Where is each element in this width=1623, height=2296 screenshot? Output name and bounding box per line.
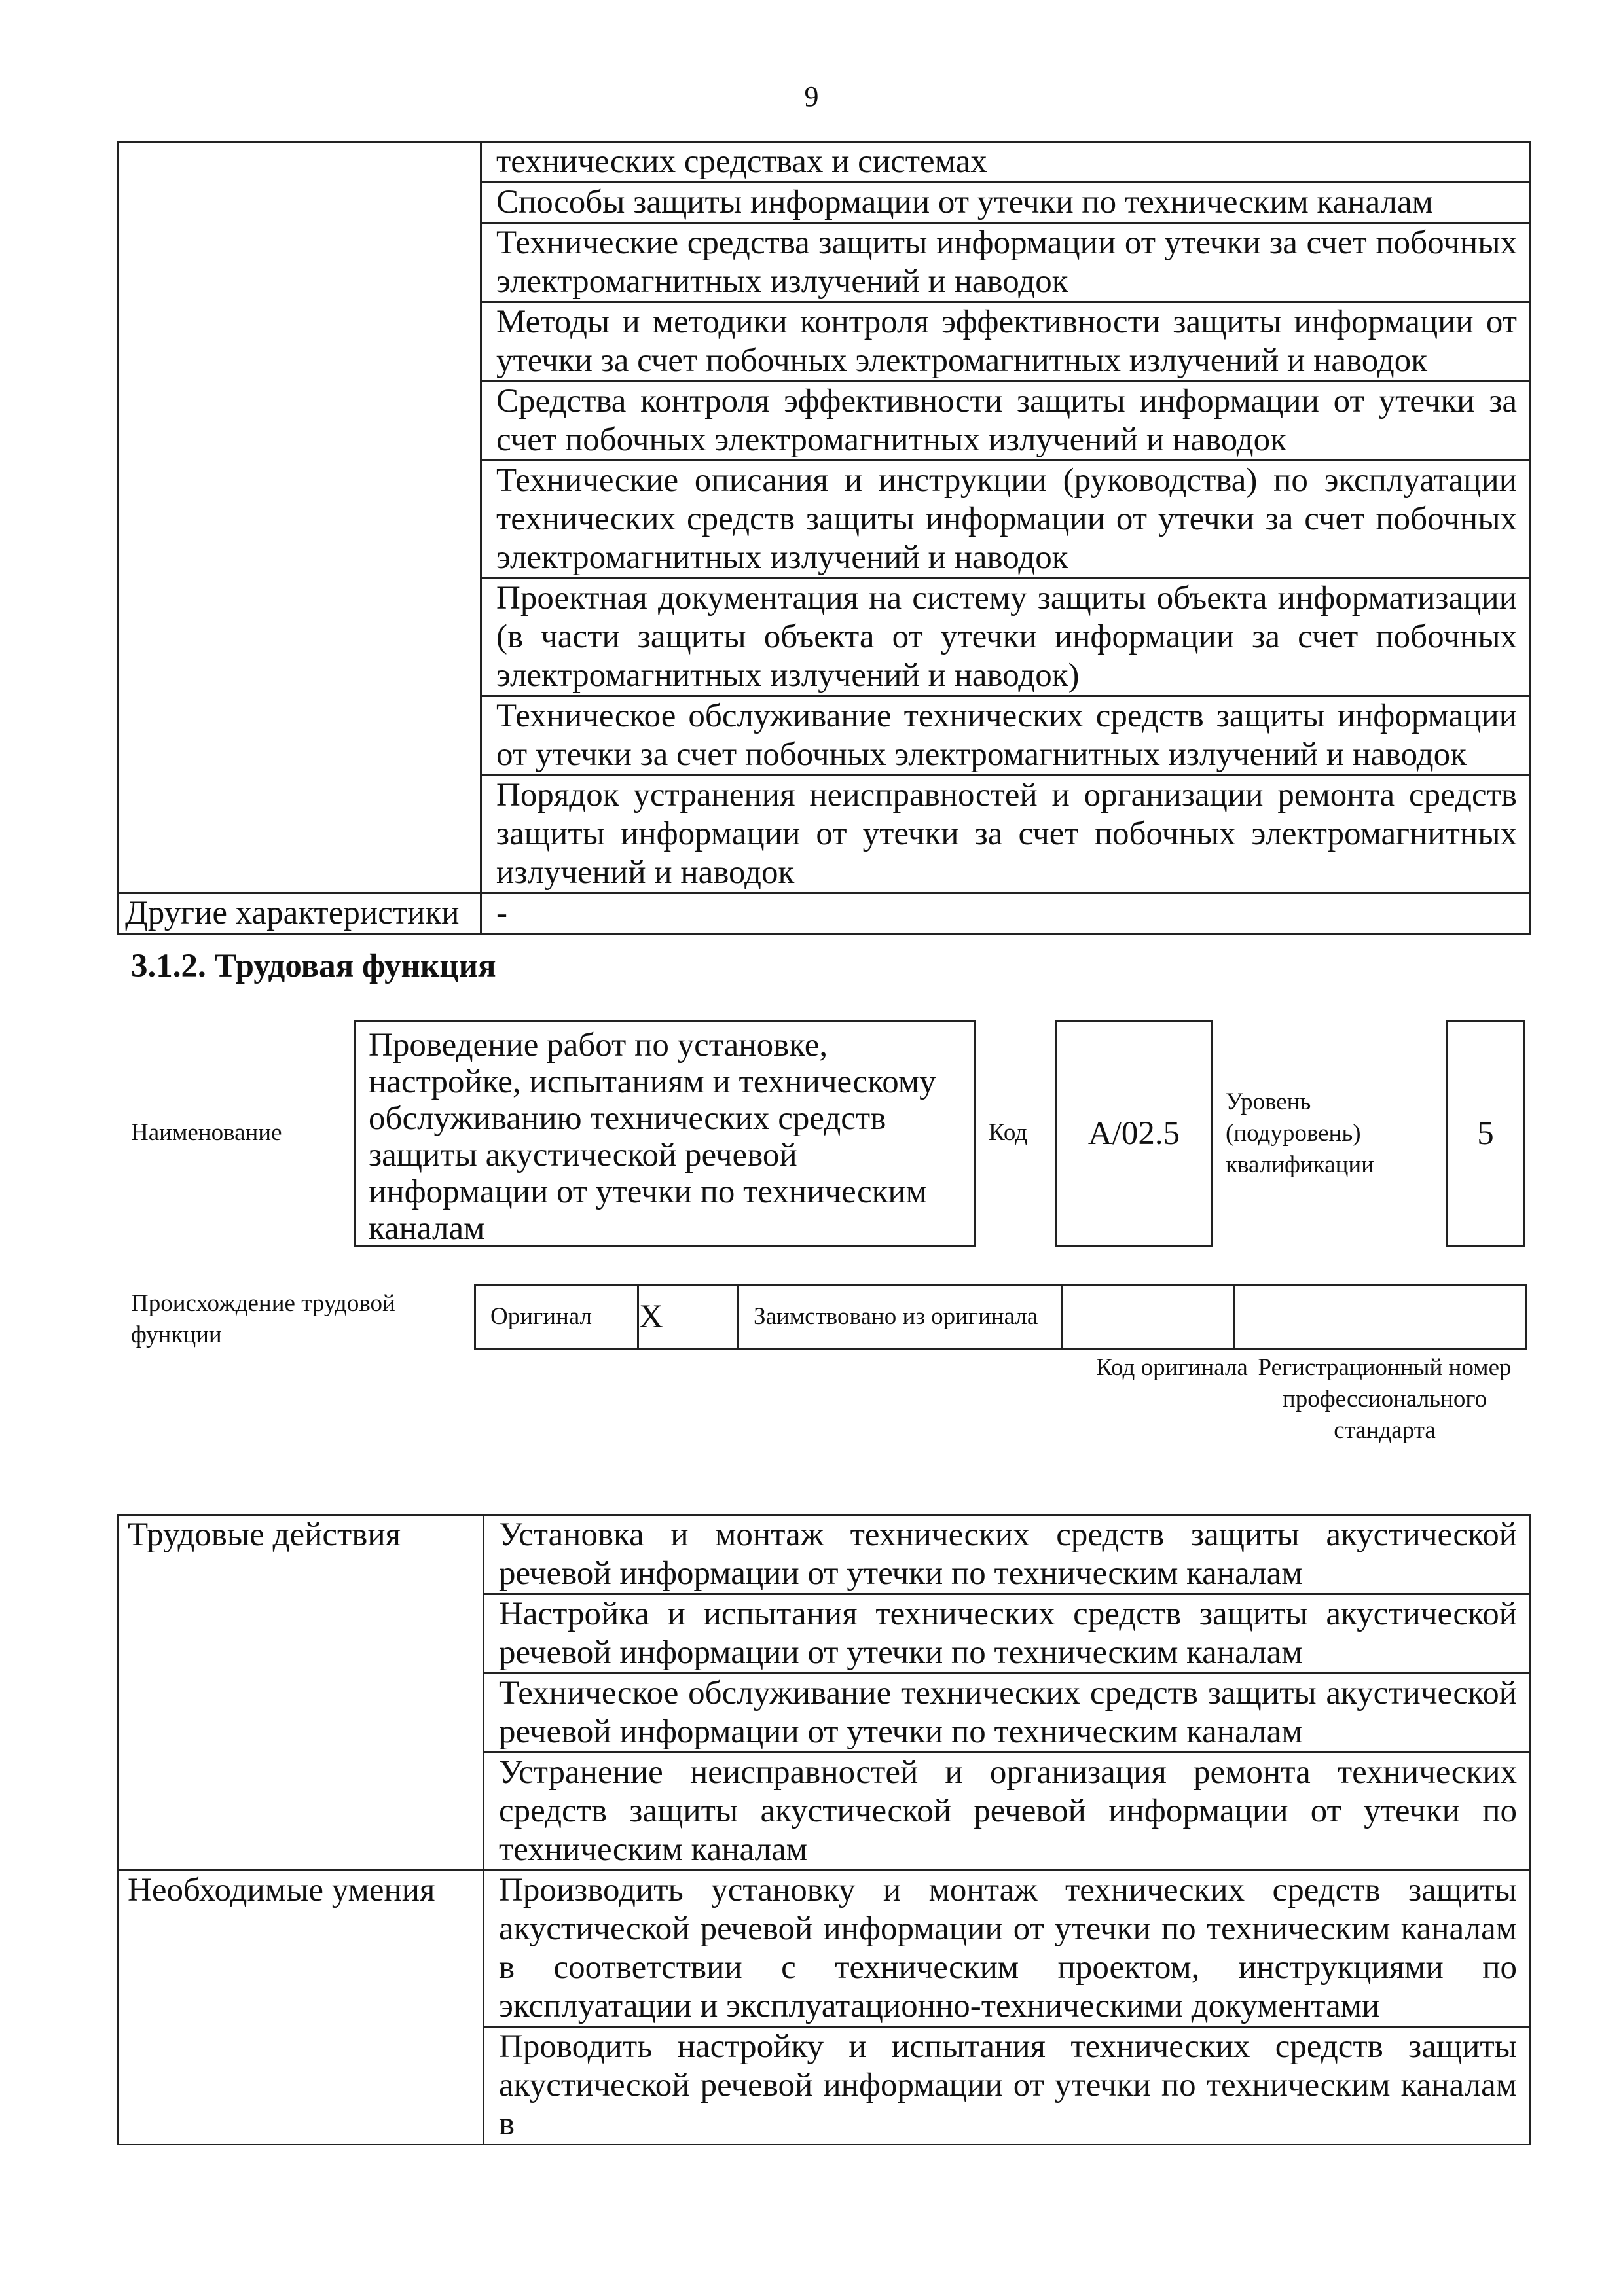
table-row: Проектная документация на систему защиты объекта информатизации (в части защиты объекта от утечки информации за счет побочных электромагнитных излучений и наводок) [481, 579, 1530, 696]
table-row: Способы защиты информации от утечки по техническим каналам [481, 183, 1530, 223]
labor-action-row: Техническое обслуживание технических средств защиты акустической речевой информации от утечки по техническим каналам [484, 1674, 1530, 1753]
table-row: технических средствах и системах [481, 142, 1530, 183]
level-label: Уровень (подуровень) квалификации [1226, 1088, 1374, 1178]
table-row: Средства контроля эффективности защиты информации от утечки за счет побочных электромагнитных излучений и наводок [481, 382, 1530, 461]
table-row: Порядок устранения неисправностей и организации ремонта средств защиты информации от утечки за счет побочных электромагнитных излучений и наводок [481, 776, 1530, 893]
origin-table [474, 1284, 1527, 1350]
table-row: Технические средства защиты информации от утечки за счет побочных электромагнитных излучений и наводок [481, 223, 1530, 302]
registration-caption: Регистрационный номер профессионального стандарта [1258, 1354, 1512, 1444]
table-row: Технические описания и инструкции (руководства) по эксплуатации технических средств защиты информации от утечки за счет побочных электромагнитных излучений и наводок [481, 461, 1530, 579]
skill-row: Проводить настройку и испытания технических средств защиты акустической речевой информации от утечки по техническим каналам в [484, 2027, 1530, 2145]
labor-function-table [117, 1514, 1531, 2145]
code-caption: Код оригинала [1096, 1354, 1248, 1381]
other-characteristics-label: Другие характеристики [118, 893, 481, 934]
origin-label: Происхождение трудовой функции [131, 1290, 395, 1348]
original-mark: X [638, 1285, 739, 1349]
registration-number-cell [1235, 1285, 1526, 1349]
level-value-box: 5 [1446, 1020, 1525, 1247]
code-value-box: А/02.5 [1055, 1020, 1213, 1247]
original-label: Оригинал [475, 1285, 638, 1349]
labor-actions-label: Трудовые действия [118, 1515, 484, 1871]
function-name-box: Проведение работ по установке, настройке, испытаниям и техническому обслуживанию технических средств защиты акустической речевой информации от утечки по техническим каналам [354, 1020, 976, 1247]
knowledge-table-continued [117, 141, 1531, 935]
page-number: 9 [804, 81, 819, 113]
skill-row: Производить установку и монтаж технических средств защиты акустической речевой информации от утечки по техническим каналам в соответствии с техническим проектом, инструкциями по эксплуатации и эксплуатационно-техническими документами [484, 1871, 1530, 2027]
borrowed-label: Заимствовано из оригинала [739, 1285, 1063, 1349]
labor-action-row: Устранение неисправностей и организация ремонта технических средств защиты акустической речевой информации от утечки по техническим каналам [484, 1753, 1530, 1871]
section-title: 3.1.2. Трудовая функция [131, 948, 496, 984]
skills-label: Необходимые умения [118, 1871, 484, 2145]
table-row: Техническое обслуживание технических средств защиты информации от утечки за счет побочных электромагнитных излучений и наводок [481, 696, 1530, 776]
original-code-cell [1063, 1285, 1235, 1349]
labor-action-row: Настройка и испытания технических средств защиты акустической речевой информации от утечки по техническим каналам [484, 1594, 1530, 1674]
table-cell-empty [118, 142, 481, 893]
labor-action-row: Установка и монтаж технических средств защиты акустической речевой информации от утечки по техническим каналам [484, 1515, 1530, 1594]
table-row: Методы и методики контроля эффективности защиты информации от утечки за счет побочных электромагнитных излучений и наводок [481, 302, 1530, 382]
other-characteristics-value: - [481, 893, 1530, 934]
name-label: Наименование [131, 1119, 282, 1146]
code-label: Код [989, 1119, 1028, 1146]
